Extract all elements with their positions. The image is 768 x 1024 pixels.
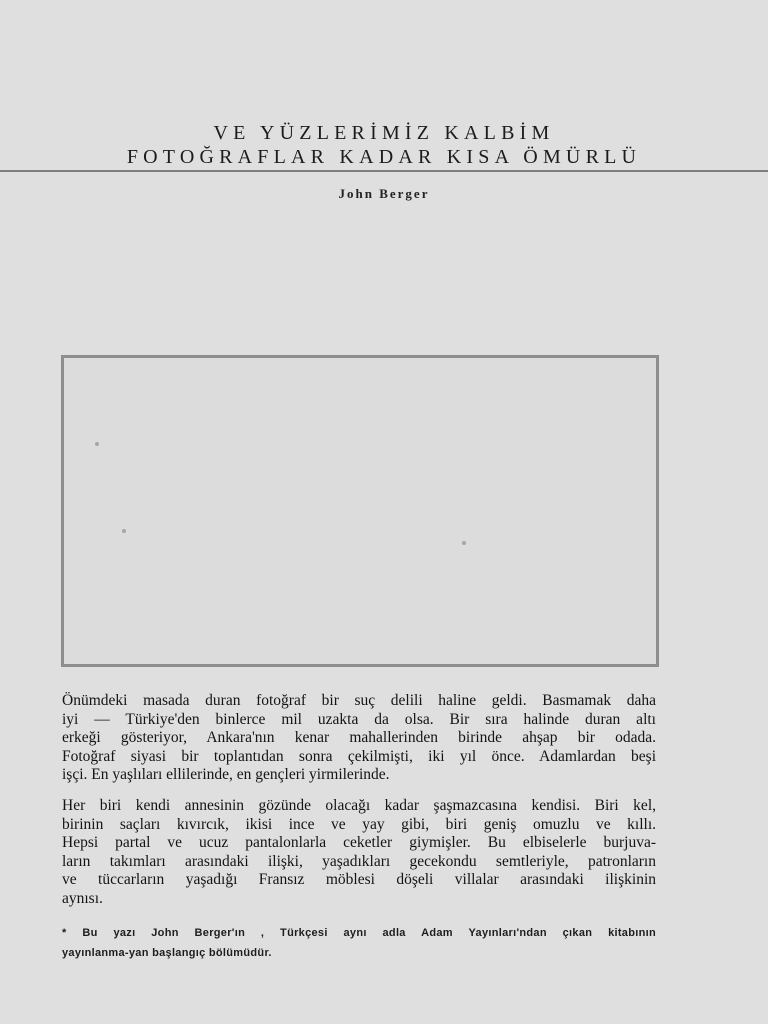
text-line: Fotoğraf siyasi bir toplantıdan sonra çekilmişti, iki yıl önce. Adamlardan beşi	[62, 747, 656, 765]
text-line: Önümdeki masada duran fotoğraf bir suç delili haline geldi. Basmamak daha	[62, 692, 656, 709]
text-line: ve tüccarların yaşadığı Fransız möblesi döşeli villalar arasındaki ilişkinin	[62, 871, 656, 888]
text-line: iyi — Türkiye'den binlerce mil uzakta da olsa. Bir sıra halinde duran altı	[62, 710, 656, 728]
title-line-1: VE YÜZLERİMİZ KALBİM	[213, 122, 555, 144]
footnote	[62, 923, 656, 963]
photo-placeholder	[61, 355, 659, 667]
text-line: birinin saçları kıvırcık, ikisi ince ve yay gibi, biri geniş omuzlu ve kıllı.	[62, 815, 656, 833]
text-line: aynısı.	[62, 889, 103, 907]
footnote-line: yayınlanma-yan başlangıç bölümüdür.	[62, 947, 272, 959]
footnote-line: * Bu yazı John Berger'ın , Türkçesi aynı adla Adam Yayınları'ndan çıkan kitabının	[62, 927, 656, 939]
text-line: ların takımları arasındaki ilişki, yaşadıkları gecekondu semtleriyle, patronların	[62, 852, 656, 870]
text-line: erkeği gösteriyor, Ankara'nın kenar mahallerinden birinde ahşap bir odada.	[62, 729, 656, 746]
text-line: Her biri kendi annesinin gözünde olacağı kadar şaşmazcasına kendisi. Biri kel,	[62, 797, 656, 814]
body-paragraph-2	[62, 797, 656, 908]
header-rule	[0, 170, 768, 172]
photo-speck	[462, 541, 466, 545]
body-paragraph-1	[62, 692, 656, 785]
author-name: John Berger	[338, 186, 430, 201]
photo-speck	[95, 442, 99, 446]
title-line-2: FOTOĞRAFLAR KADAR KISA ÖMÜRLÜ	[126, 146, 642, 168]
text-line: işçi. En yaşlıları ellilerinde, en gençleri yirmilerinde.	[62, 766, 390, 783]
photo-speck	[122, 529, 126, 533]
text-line: Hepsi partal ve ucuz pantalonlarla ceketler giymişler. Bu elbiselerle burjuva-	[62, 834, 656, 851]
